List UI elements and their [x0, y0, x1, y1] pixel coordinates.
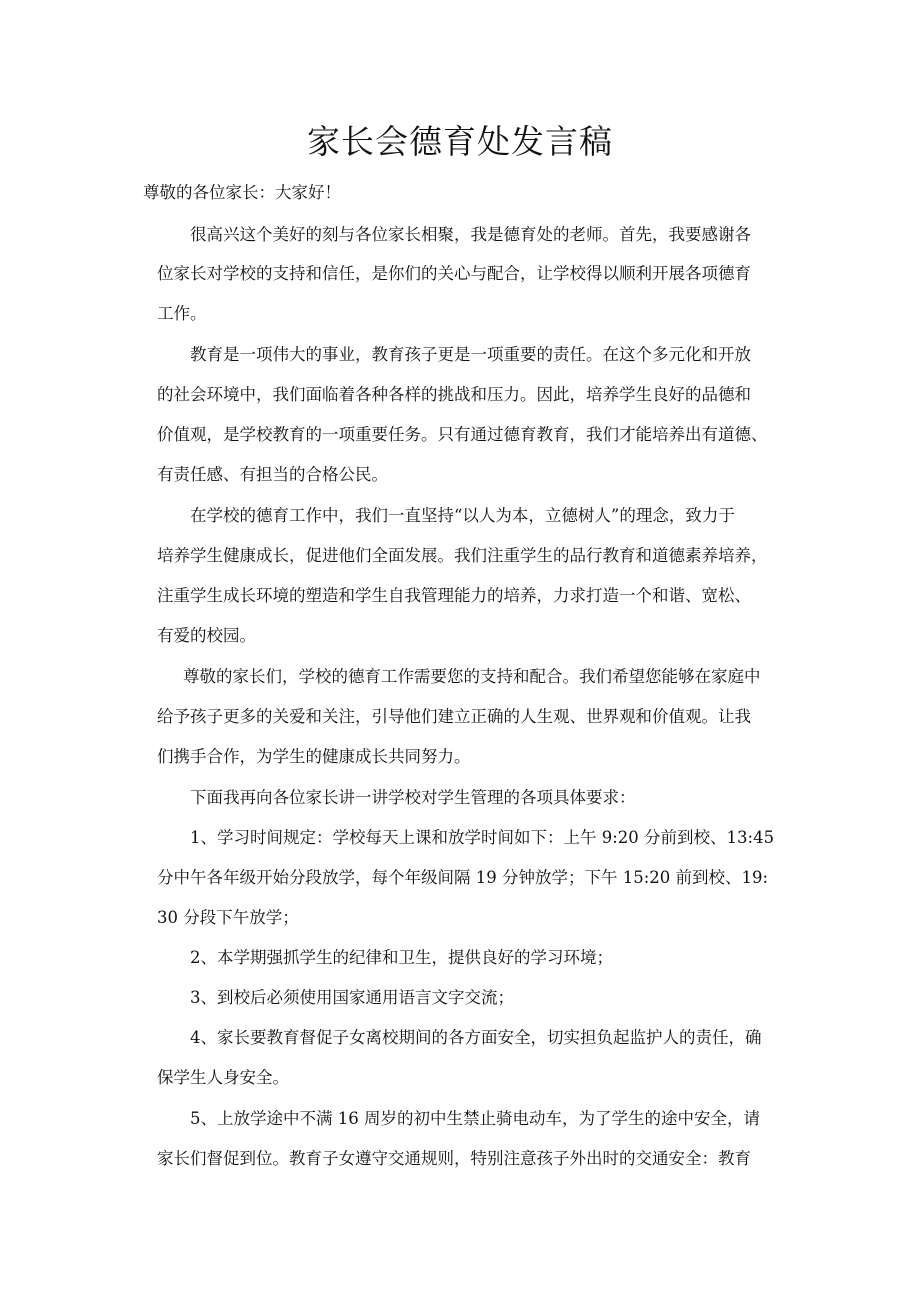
- rule-1-line-2: 分中午各年级开始分段放学，每个年级间隔 19 分钟放学；下午 15:20 前到校、19:: [157, 868, 769, 887]
- paragraph-4-line-3: 们携手合作，为学生的健康成长共同努力。: [157, 747, 471, 766]
- rule-3: 3、到校后必须使用国家通用语言文字交流；: [190, 988, 514, 1007]
- rule-2: 2、本学期强抓学生的纪律和卫生，提供良好的学习环境；: [190, 948, 613, 967]
- rule-4-line-1: 4、家长要教育督促子女离校期间的各方面安全，切实担负起监护人的责任，确: [190, 1028, 762, 1047]
- rule-4-line-2: 保学生人身安全。: [157, 1068, 289, 1087]
- document-title: 家长会德育处发言稿: [307, 122, 613, 161]
- paragraph-4-line-2: 给予孩子更多的关爱和关注，引导他们建立正确的人生观、世界观和价值观。让我: [157, 707, 751, 726]
- paragraph-5-line-1: 下面我再向各位家长讲一讲学校对学生管理的各项具体要求：: [190, 788, 636, 807]
- paragraph-3-line-3: 注重学生成长环境的塑造和学生自我管理能力的培养，力求打造一个和谐、宽松、: [157, 586, 751, 605]
- paragraph-4-line-1: 尊敬的家长们，学校的德育工作需要您的支持和配合。我们希望您能够在家庭中: [183, 667, 761, 686]
- rule-1-line-1: 1、学习时间规定：学校每天上课和放学时间如下：上午 9:20 分前到校、13:45: [190, 828, 775, 847]
- rule-5-line-1: 5、上放学途中不满 16 周岁的初中生禁止骑电动车，为了学生的途中安全，请: [190, 1109, 760, 1128]
- paragraph-2-line-2: 的社会环境中，我们面临着各种各样的挑战和压力。因此，培养学生良好的品德和: [157, 385, 751, 404]
- paragraph-2-line-3: 价值观，是学校教育的一项重要任务。只有通过德育教育，我们才能培养出有道德、: [157, 425, 768, 444]
- rule-1-line-3: 30 分段下午放学；: [157, 908, 299, 927]
- paragraph-1-line-2: 位家长对学校的支持和信任，是你们的关心与配合，让学校得以顺利开展各项德育: [157, 264, 751, 283]
- paragraph-1-line-3: 工作。: [157, 304, 207, 323]
- paragraph-3-line-1: 在学校的德育工作中，我们一直坚持“以人为本，立德树人”的理念，致力于: [190, 506, 735, 525]
- rule-5-line-2: 家长们督促到位。教育子女遵守交通规则，特别注意孩子外出时的交通安全：教育: [157, 1149, 751, 1168]
- paragraph-3-line-2: 培养学生健康成长，促进他们全面发展。我们注重学生的品行教育和道德素养培养，: [157, 546, 768, 565]
- paragraph-2-line-1: 教育是一项伟大的事业，教育孩子更是一项重要的责任。在这个多元化和开放: [190, 345, 751, 364]
- paragraph-3-line-4: 有爱的校园。: [157, 626, 256, 645]
- salutation: 尊敬的各位家长：大家好！: [143, 183, 341, 202]
- paragraph-1-line-1: 很高兴这个美好的刻与各位家长相聚，我是德育处的老师。首先，我要感谢各: [190, 225, 751, 244]
- paragraph-2-line-4: 有责任感、有担当的合格公民。: [157, 465, 388, 484]
